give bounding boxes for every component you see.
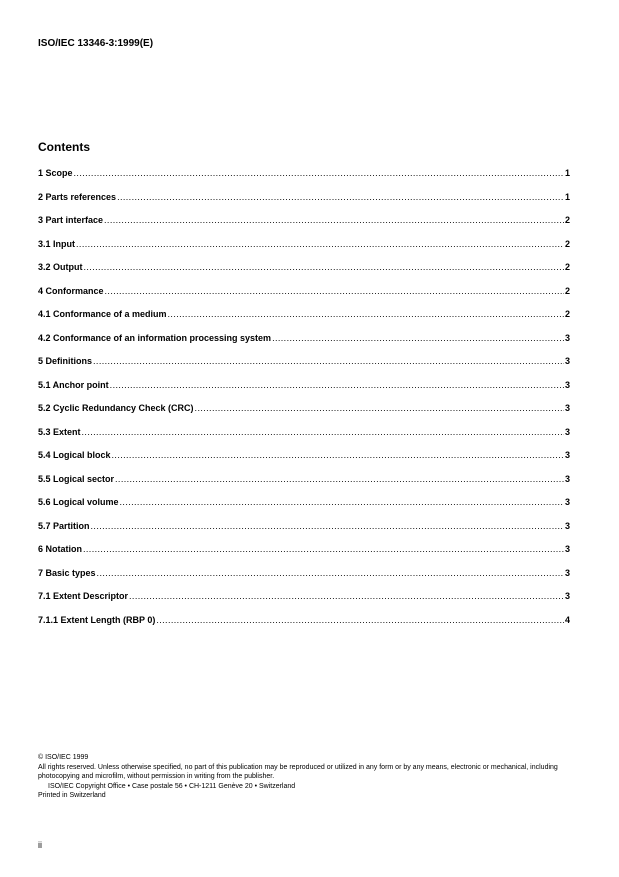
toc-entry-label: 3.2 Output bbox=[38, 262, 83, 272]
toc-leader bbox=[105, 286, 564, 296]
toc-entry[interactable] bbox=[38, 192, 570, 216]
toc-entry[interactable] bbox=[38, 474, 570, 498]
toc-entry-label: 4 Conformance bbox=[38, 285, 104, 296]
toc-leader bbox=[93, 356, 564, 366]
toc-leader bbox=[84, 262, 564, 272]
toc-entry-label: 5.4 Logical block bbox=[38, 450, 111, 460]
toc-entry[interactable] bbox=[38, 521, 570, 545]
toc-entry[interactable] bbox=[38, 239, 570, 263]
toc-leader bbox=[115, 474, 564, 484]
toc-entry-page: 4 bbox=[564, 614, 570, 625]
page-number: ii bbox=[38, 840, 42, 850]
table-of-contents bbox=[38, 168, 570, 638]
toc-entry-label: 5.6 Logical volume bbox=[38, 497, 119, 507]
toc-entry-label: 5.2 Cyclic Redundancy Check (CRC) bbox=[38, 403, 194, 413]
toc-entry-label: 4.2 Conformance of an information processing system bbox=[38, 332, 272, 343]
toc-entry-label: 5.3 Extent bbox=[38, 426, 81, 437]
toc-entry[interactable] bbox=[38, 544, 570, 568]
toc-entry[interactable] bbox=[38, 215, 570, 239]
toc-entry-page: 3 bbox=[564, 473, 570, 484]
toc-entry-label: 4.1 Conformance of a medium bbox=[38, 309, 167, 319]
toc-entry-label: 7.1 Extent Descriptor bbox=[38, 591, 129, 601]
toc-entry-page: 3 bbox=[564, 332, 570, 343]
toc-entry[interactable] bbox=[38, 333, 570, 357]
copyright-office-address: ISO/IEC Copyright Office • Case postale 56 • CH-1211 Genève 20 • Switzerland bbox=[48, 782, 296, 790]
toc-leader bbox=[97, 568, 564, 578]
toc-entry[interactable] bbox=[38, 568, 570, 592]
toc-entry-page: 3 bbox=[564, 520, 570, 531]
toc-entry-label: 3 Part interface bbox=[38, 215, 104, 225]
toc-entry[interactable] bbox=[38, 615, 570, 639]
toc-entry[interactable] bbox=[38, 168, 570, 192]
toc-entry[interactable] bbox=[38, 497, 570, 521]
toc-leader bbox=[156, 615, 564, 625]
toc-entry-page: 3 bbox=[564, 426, 570, 437]
rights-statement: All rights reserved. Unless otherwise specified, no part of this publication may be reproduced or utilized in any form or by any means, electronic or mechanical, including photocopying and microfilm, without permission in writing from the publisher. bbox=[38, 763, 558, 780]
toc-entry[interactable] bbox=[38, 286, 570, 310]
toc-entry-label: 2 Parts references bbox=[38, 191, 117, 202]
toc-leader bbox=[272, 333, 564, 343]
toc-leader bbox=[110, 380, 564, 390]
toc-leader bbox=[83, 544, 564, 554]
document-id: ISO/IEC 13346-3:1999(E) bbox=[38, 38, 154, 49]
toc-entry-label: 5.1 Anchor point bbox=[38, 379, 109, 390]
toc-entry-label: 7.1.1 Extent Length (RBP 0) bbox=[38, 614, 156, 625]
toc-entry[interactable] bbox=[38, 427, 570, 451]
toc-entry-page: 1 bbox=[564, 168, 570, 178]
toc-entry-label: 1 Scope bbox=[38, 168, 73, 178]
toc-entry-label: 5.7 Partition bbox=[38, 520, 90, 531]
toc-leader bbox=[104, 215, 564, 225]
toc-entry[interactable] bbox=[38, 380, 570, 404]
toc-entry-page: 3 bbox=[564, 379, 570, 390]
toc-leader bbox=[129, 591, 564, 601]
toc-entry-page: 3 bbox=[564, 497, 570, 507]
toc-leader bbox=[91, 521, 564, 531]
toc-entry[interactable] bbox=[38, 403, 570, 427]
toc-entry[interactable] bbox=[38, 591, 570, 615]
toc-leader bbox=[82, 427, 564, 437]
toc-leader bbox=[74, 168, 564, 178]
toc-entry[interactable] bbox=[38, 262, 570, 286]
toc-entry-label: 7 Basic types bbox=[38, 567, 96, 578]
toc-leader bbox=[195, 403, 564, 413]
toc-entry-label: 6 Notation bbox=[38, 544, 82, 554]
toc-leader bbox=[76, 239, 564, 249]
toc-entry-page: 3 bbox=[564, 544, 570, 554]
toc-entry-page: 3 bbox=[564, 450, 570, 460]
toc-entry-label: 3.1 Input bbox=[38, 238, 76, 249]
toc-leader bbox=[120, 497, 564, 507]
toc-entry-page: 2 bbox=[564, 262, 570, 272]
toc-entry-page: 3 bbox=[564, 403, 570, 413]
toc-entry-page: 2 bbox=[564, 309, 570, 319]
toc-entry[interactable] bbox=[38, 450, 570, 474]
toc-entry-page: 2 bbox=[564, 285, 570, 296]
printed-in-line: Printed in Switzerland bbox=[38, 792, 106, 799]
toc-entry-page: 3 bbox=[564, 356, 570, 366]
copyright-line: © ISO/IEC 1999 bbox=[38, 754, 89, 761]
toc-leader bbox=[112, 450, 564, 460]
toc-entry-page: 2 bbox=[564, 215, 570, 225]
toc-entry-page: 2 bbox=[564, 238, 570, 249]
toc-leader bbox=[168, 309, 564, 319]
toc-leader bbox=[117, 192, 564, 202]
toc-entry-page: 3 bbox=[564, 591, 570, 601]
toc-entry-page: 1 bbox=[564, 191, 570, 202]
toc-entry-label: 5.5 Logical sector bbox=[38, 473, 115, 484]
toc-entry[interactable] bbox=[38, 309, 570, 333]
toc-entry[interactable] bbox=[38, 356, 570, 380]
copyright-footer bbox=[38, 753, 578, 801]
toc-entry-page: 3 bbox=[564, 567, 570, 578]
toc-entry-label: 5 Definitions bbox=[38, 356, 93, 366]
contents-heading: Contents bbox=[38, 140, 90, 154]
